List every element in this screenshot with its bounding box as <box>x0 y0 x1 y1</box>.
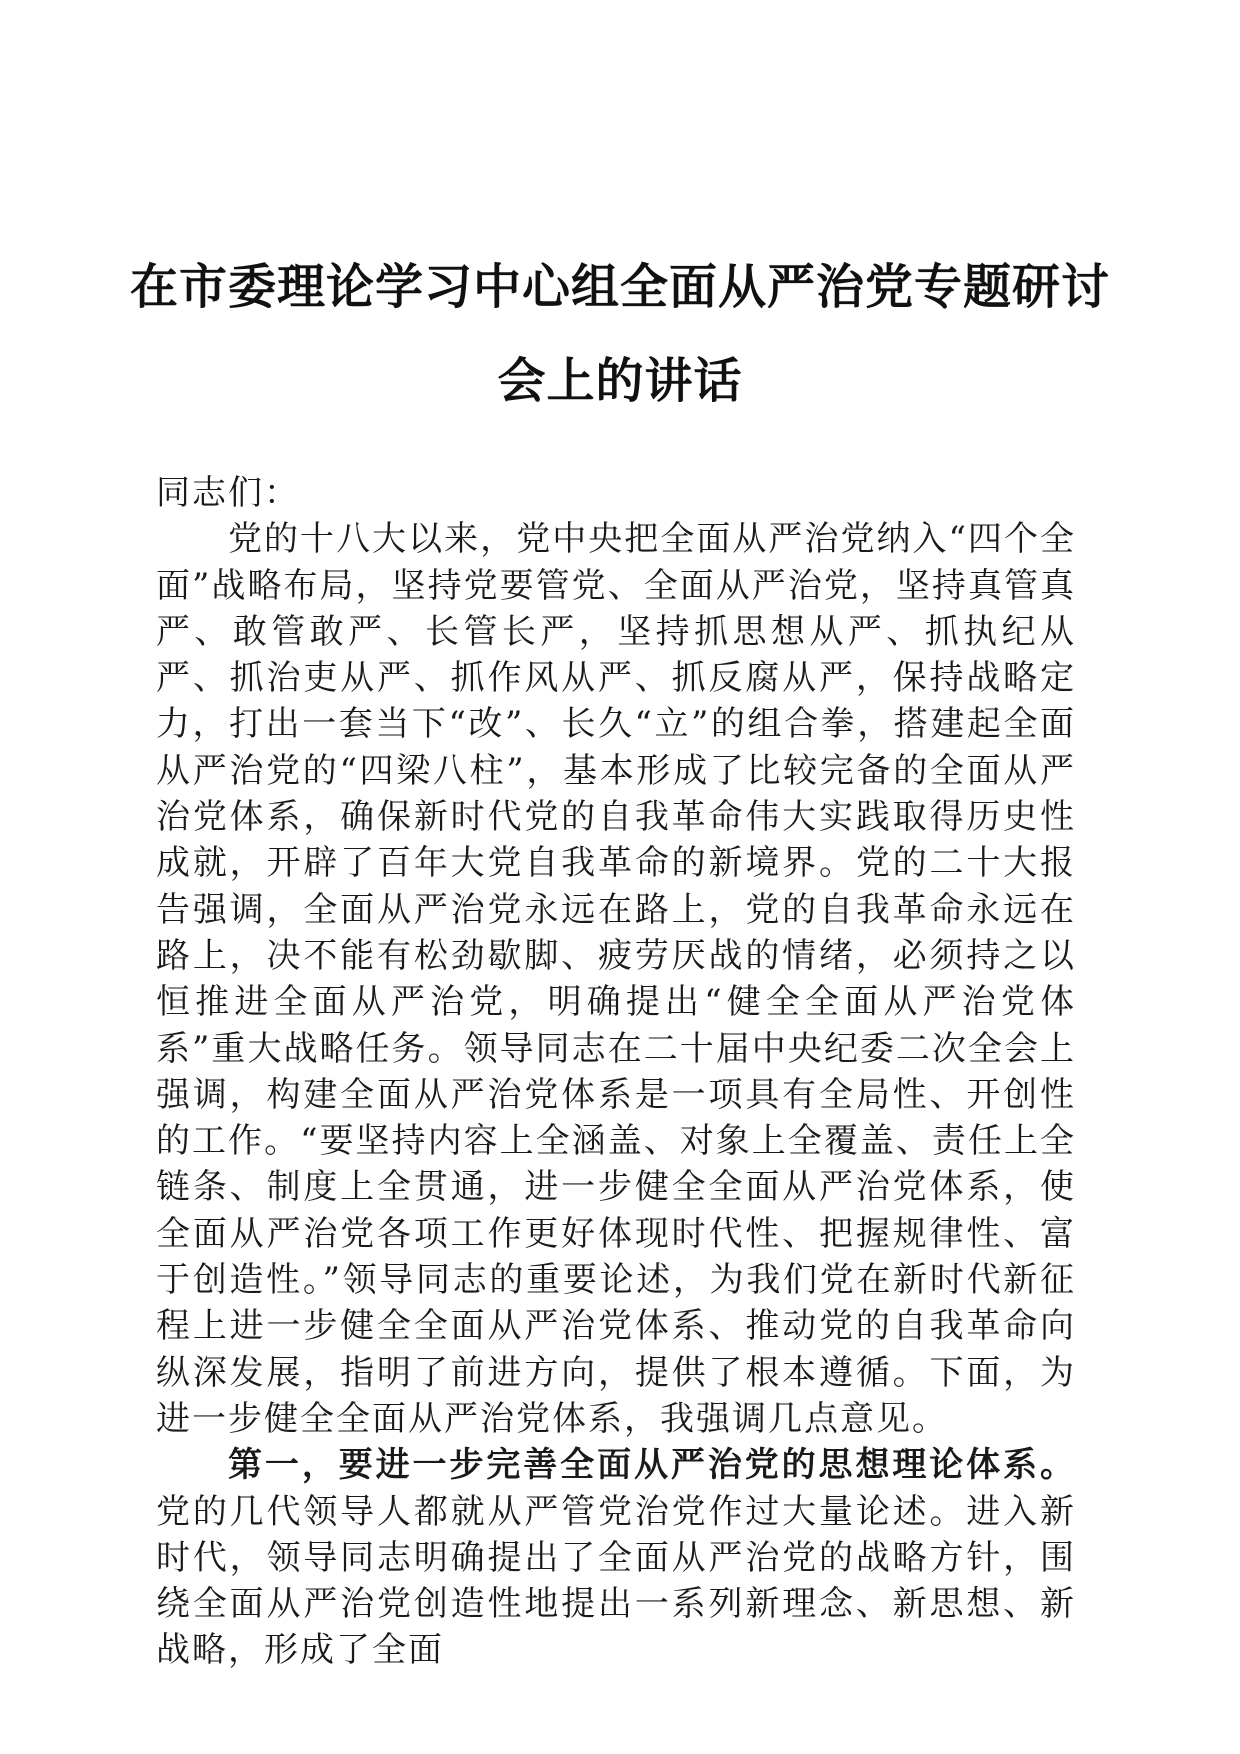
salutation: 同志们： <box>156 473 300 513</box>
paragraph-1: 党的十八大以来，党中央把全面从严治党纳入“四个全面”战略布局，坚持党要管党、全面从严治党，坚持真管真严、敢管敢严、长管长严，坚持抓思想从严、抓执纪从严、抓治吏从严、抓作风从严、抓反腐从严，保持战略定力，打出一套当下“改”、长久“立”的组合拳，搭建起全面从严治党的“四梁八柱”，基本形成了比较完备的全面从严治党体系，确保新时代党的自我革命伟大实践取得历史性成就，开辟了百年大党自我革命的新境界。党的二十大报告强调，全面从严治党永远在路上，党的自我革命永远在路上，决不能有松劲歇脚、疲劳厌战的情绪，必须持之以恒推进全面从严治党，明确提出“健全全面从严治党体系”重大战略任务。领导同志在二十届中央纪委二次全会上强调，构建全面从严治党体系是一项具有全局性、开创性的工作。“要坚持内容上全涵盖、对象上全覆盖、责任上全链条、制度上全贯通，进一步健全全面从严治党体系，使全面从严治党各项工作更好体现时代性、把握规律性、富于创造性。”领导同志的重要论述，为我们党在新时代新征程上进一步健全全面从严治党体系、推动党的自我革命向纵深发展，指明了前进方向，提供了根本遵循。下面，为进一步健全全面从严治党体系，我强调几点意见。 <box>156 519 1076 1439</box>
paragraph-2 <box>156 1442 1076 1673</box>
title-line-2: 会上的讲话 <box>497 353 743 409</box>
document-title <box>130 240 1110 428</box>
title-line-1: 在市委理论学习中心组全面从严治党专题研讨 <box>130 259 1111 315</box>
paragraph-2-heading: 第一，要进一步完善全面从严治党的思想理论体系。 <box>228 1445 1076 1486</box>
paragraph-2-text: 党的几代领导人都就从严管党治党作过大量论述。进入新时代，领导同志明确提出了全面从严治党的战略方针，围绕全面从严治党创造性地提出一系列新理念、新思想、新战略，形成了全面 <box>156 1491 1076 1671</box>
document-body <box>156 470 1076 1674</box>
